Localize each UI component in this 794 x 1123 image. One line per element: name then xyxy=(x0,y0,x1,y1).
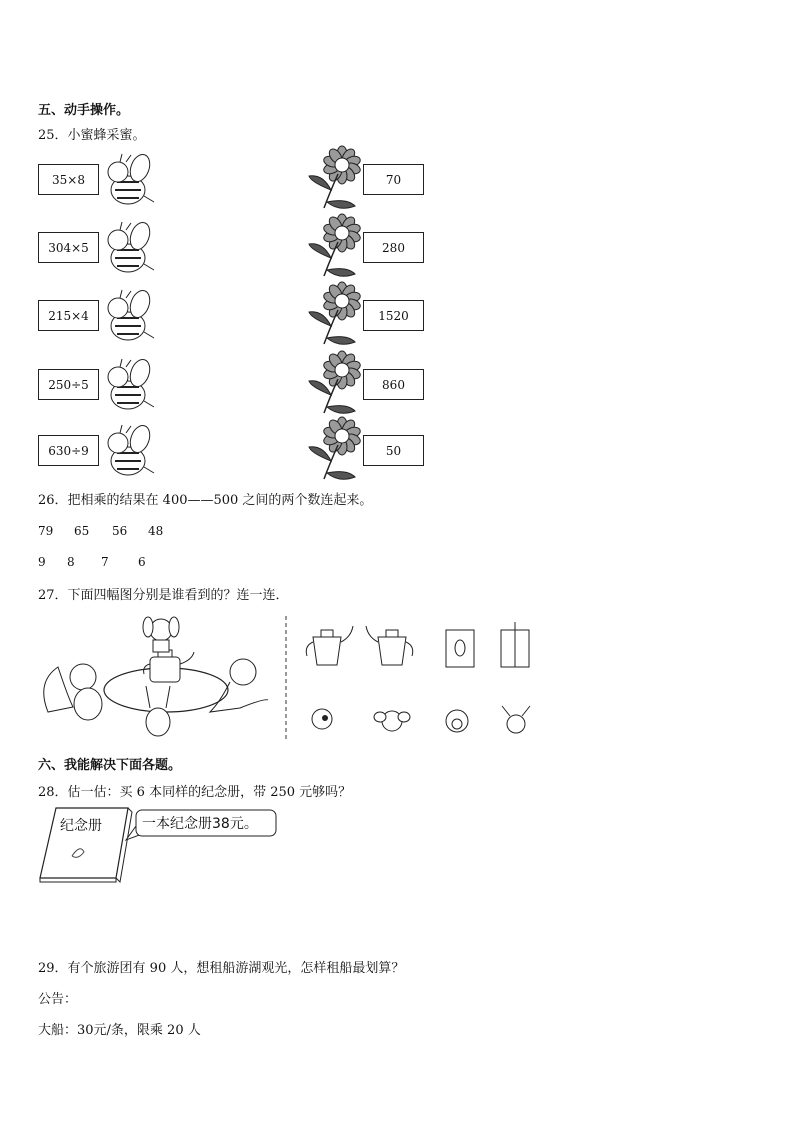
number: 56 xyxy=(112,524,128,538)
monkey-head-icon xyxy=(446,710,468,732)
teapot-center-icon xyxy=(144,650,194,682)
number: 6 xyxy=(138,555,146,569)
number-row-1 xyxy=(38,520,184,539)
flower-icon xyxy=(309,417,362,479)
book-label: 纪念册 xyxy=(60,818,102,834)
result-box: 70 xyxy=(363,164,424,195)
dog-icon xyxy=(143,617,179,652)
question-29-text: 29．有个旅游团有 90 人，想租船游湖观光，怎样租船最划算？ xyxy=(38,961,405,976)
flower-icons xyxy=(0,0,794,500)
big-boat-info: 大船：30元/条，限乘 20 人 xyxy=(38,1023,201,1038)
number: 48 xyxy=(148,524,164,538)
question-28-text: 28．估一估：买 6 本同样的纪念册，带 250 元够吗？ xyxy=(38,785,352,800)
expression-box: 304×5 xyxy=(38,232,99,263)
flower-icon xyxy=(309,351,362,413)
expression-box: 215×4 xyxy=(38,300,99,331)
number-row-2 xyxy=(38,551,168,570)
teapot-view-4-icon xyxy=(501,622,529,667)
rabbit-head-icon xyxy=(502,706,530,733)
speech-bubble-text: 一本纪念册38元。 xyxy=(142,816,258,832)
dog-head-icon xyxy=(374,711,410,731)
result-box: 50 xyxy=(363,435,424,466)
result-box: 860 xyxy=(363,369,424,400)
expression-box: 630÷9 xyxy=(38,435,99,466)
number: 7 xyxy=(101,555,109,569)
squirrel-head-icon xyxy=(312,709,332,729)
section-5-title: 五、动手操作。 xyxy=(38,103,130,118)
teapot-view-2-icon xyxy=(366,626,413,665)
question-26-text: 26．把相乘的结果在 400——500 之间的两个数连起来。 xyxy=(38,493,373,508)
teapot-view-1-icon xyxy=(306,626,353,665)
expression-box: 250÷5 xyxy=(38,369,99,400)
view-matching-illustration xyxy=(38,612,538,747)
expression-box: 35×8 xyxy=(38,164,99,195)
squirrel-icon xyxy=(44,664,102,720)
question-25-text: 25．小蜜蜂采蜜。 xyxy=(38,128,146,143)
number: 65 xyxy=(74,524,90,538)
flower-icon xyxy=(309,214,362,276)
result-box: 1520 xyxy=(363,300,424,331)
number: 9 xyxy=(38,555,46,569)
flower-icon xyxy=(309,146,362,208)
monkey-icon xyxy=(210,659,268,712)
teapot-view-3-icon xyxy=(446,630,474,667)
number: 8 xyxy=(67,555,75,569)
flower-icon xyxy=(309,282,362,344)
section-6-title: 六、我能解决下面各题。 xyxy=(38,758,182,773)
number: 79 xyxy=(38,524,54,538)
notice-label: 公告： xyxy=(38,992,78,1007)
result-box: 280 xyxy=(363,232,424,263)
question-27-text: 27．下面四幅图分别是谁看到的？连一连． xyxy=(38,588,289,603)
